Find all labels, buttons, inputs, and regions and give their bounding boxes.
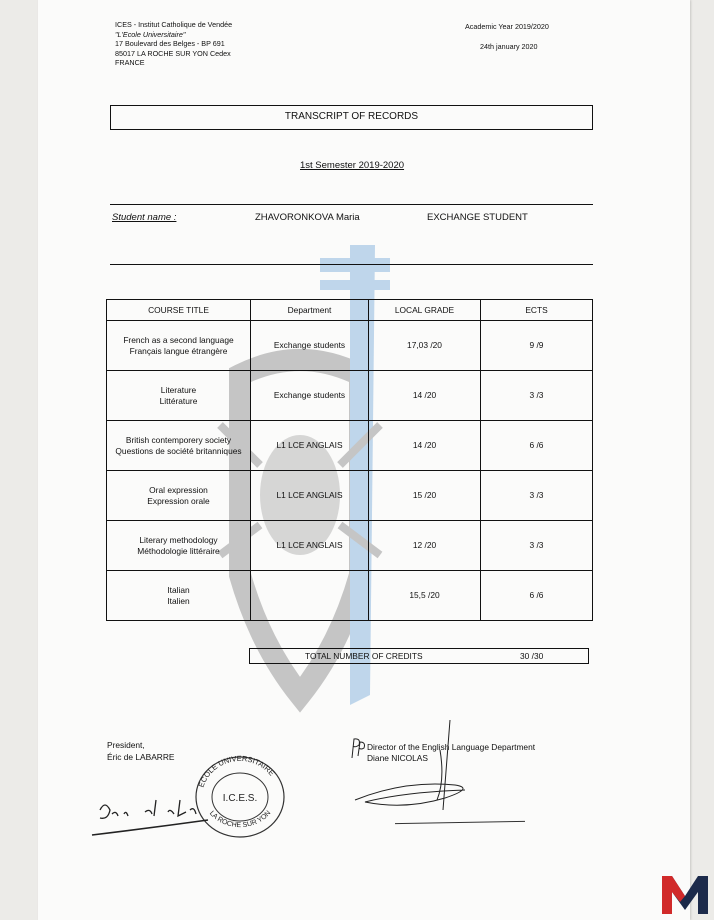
- course-title-cell: [107, 371, 251, 421]
- course-title-en: French as a second language: [123, 334, 234, 345]
- ects-cell: 3 /3: [481, 471, 593, 521]
- table-row: [107, 521, 593, 571]
- course-title-fr: Questions de société britanniques: [115, 445, 242, 456]
- table-header-row: [107, 300, 593, 321]
- ects-cell: 3 /3: [481, 521, 593, 571]
- student-status: EXCHANGE STUDENT: [427, 212, 528, 223]
- column-header-department: Department: [251, 300, 369, 321]
- table-row: [107, 571, 593, 621]
- grade-cell: 17,03 /20: [369, 321, 481, 371]
- course-title-en: Oral expression: [149, 484, 208, 495]
- column-header-local-grade: LOCAL GRADE: [369, 300, 481, 321]
- address-line: 85017 LA ROCHE SUR YON Cedex: [115, 48, 231, 58]
- course-title-cell: [107, 421, 251, 471]
- column-header-ects: ECTS: [481, 300, 593, 321]
- m-logo-icon: [660, 872, 710, 916]
- svg-text:LA ROCHE SUR YON: LA ROCHE SUR YON: [207, 809, 273, 830]
- semester-label: 1st Semester 2019-2020: [300, 160, 405, 171]
- course-title-fr: Expression orale: [147, 495, 210, 506]
- grade-cell: 12 /20: [369, 521, 481, 571]
- course-title-en: Literature: [160, 384, 197, 395]
- course-title-en: Italian: [167, 584, 190, 595]
- department-cell: Exchange students: [251, 321, 369, 371]
- svg-text:I.C.E.S.: I.C.E.S.: [222, 793, 258, 804]
- total-credits-label: TOTAL NUMBER OF CREDITS: [305, 651, 423, 661]
- department-cell: [251, 571, 369, 621]
- grade-cell: 14 /20: [369, 421, 481, 471]
- column-header-course-title: COURSE TITLE: [107, 300, 251, 321]
- divider: [110, 204, 593, 205]
- address-line: 17 Boulevard des Belges - BP 691: [115, 39, 225, 49]
- course-title-fr: Littérature: [159, 395, 198, 406]
- president-signature: [90, 790, 290, 840]
- institution-address: [115, 20, 232, 68]
- course-title-en: Literary methodology: [139, 534, 218, 545]
- grades-table: [106, 299, 593, 621]
- student-name-label: Student name :: [112, 212, 177, 223]
- course-title-en: British contemporery society: [125, 434, 232, 445]
- divider: [110, 264, 593, 265]
- address-line: FRANCE: [115, 58, 145, 68]
- table-row: [107, 371, 593, 421]
- course-title-cell: [107, 321, 251, 371]
- department-cell: L1 LCE ANGLAIS: [251, 521, 369, 571]
- ects-cell: 3 /3: [481, 371, 593, 421]
- table-row: [107, 421, 593, 471]
- department-cell: L1 LCE ANGLAIS: [251, 471, 369, 521]
- course-title-cell: [107, 471, 251, 521]
- grade-cell: 14 /20: [369, 371, 481, 421]
- address-line: ICES - Institut Catholique de Vendée: [115, 20, 233, 29]
- course-title-cell: [107, 521, 251, 571]
- course-title-fr: Français langue étrangère: [129, 345, 228, 356]
- table-row: [107, 471, 593, 521]
- grade-cell: 15,5 /20: [369, 571, 481, 621]
- president-name: Éric de LABARRE: [107, 751, 175, 762]
- department-cell: Exchange students: [251, 371, 369, 421]
- student-name: ZHAVORONKOVA Maria: [255, 212, 360, 223]
- president-title: President,: [107, 740, 145, 750]
- address-line: "L'Ecole Universitaire": [115, 29, 186, 39]
- ects-cell: 6 /6: [481, 421, 593, 471]
- document-date: 24th january 2020: [480, 42, 538, 51]
- total-credits-box: [249, 648, 589, 664]
- ects-cell: 6 /6: [481, 571, 593, 621]
- svg-text:ECOLE UNIVERSITAIRE: ECOLE UNIVERSITAIRE: [196, 753, 277, 789]
- director-signature: [345, 720, 485, 820]
- president-block: [107, 740, 175, 763]
- director-name: Diane NICOLAS: [367, 752, 428, 763]
- ects-cell: 9 /9: [481, 321, 593, 371]
- department-cell: L1 LCE ANGLAIS: [251, 421, 369, 471]
- academic-year: Academic Year 2019/2020: [465, 22, 549, 31]
- document-title: TRANSCRIPT OF RECORDS: [110, 105, 593, 130]
- table-row: [107, 321, 593, 371]
- grade-cell: 15 /20: [369, 471, 481, 521]
- director-title: Director of the English Language Department: [367, 742, 536, 752]
- course-title-cell: [107, 571, 251, 621]
- total-credits-value: 30 /30: [520, 651, 544, 661]
- course-title-fr: Méthodologie littéraire: [137, 545, 220, 556]
- course-title-fr: Italien: [167, 595, 190, 606]
